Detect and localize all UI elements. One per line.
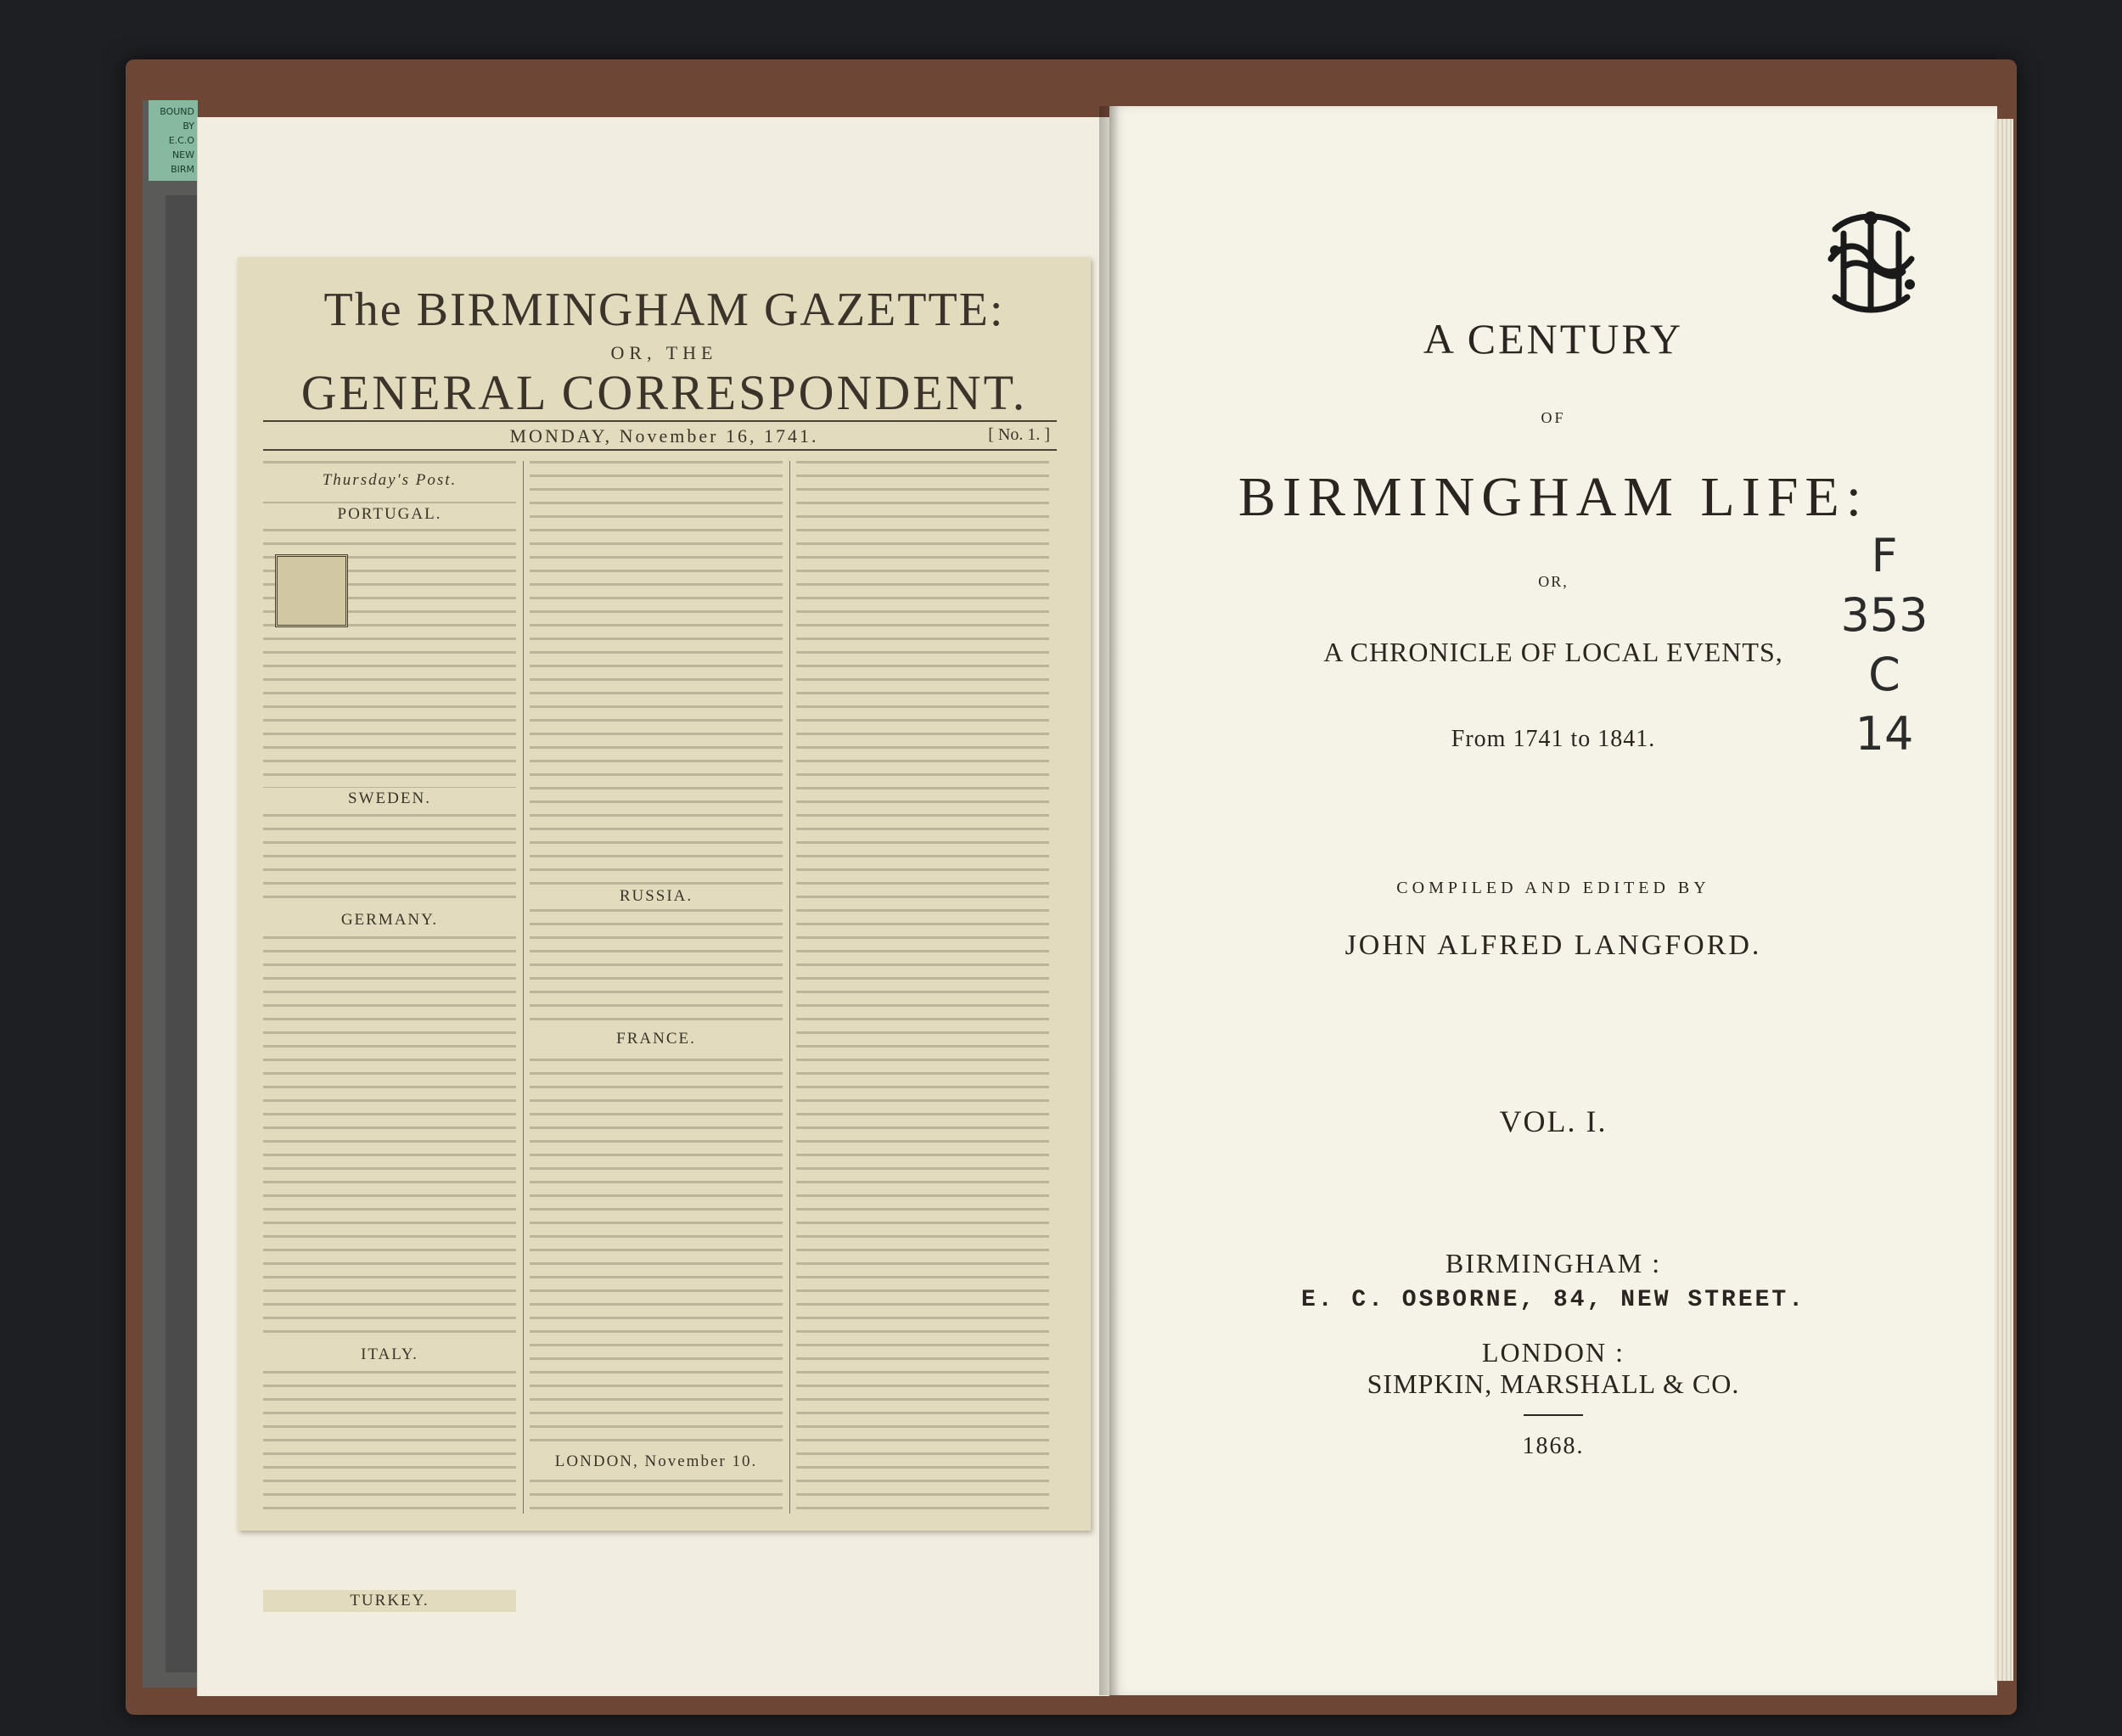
- newspaper-column-3: [796, 461, 1049, 1514]
- binder-label-line: BOUND BY: [160, 106, 194, 132]
- newspaper-rule: [263, 449, 1057, 451]
- newspaper-column-1: [263, 461, 516, 1610]
- column-heading: FRANCE.: [530, 1028, 783, 1050]
- column-heading: TURKEY.: [263, 1590, 516, 1612]
- ornamental-initial-icon: [275, 554, 348, 627]
- column-heading: RUSSIA.: [530, 885, 783, 907]
- shelfmark-line: C: [1868, 648, 1900, 701]
- publication-year: 1868.: [1522, 1433, 1585, 1459]
- title-line-1: A CENTURY: [1423, 315, 1684, 362]
- newspaper-subtitle: GENERAL CORRESPONDENT.: [300, 365, 1028, 420]
- author-name: JOHN ALFRED LANGFORD.: [1344, 930, 1762, 961]
- column-heading: SWEDEN.: [263, 788, 516, 810]
- shelfmark-line: 353: [1840, 588, 1928, 642]
- page-edges: [1995, 119, 2013, 1681]
- newspaper-or-the: OR, THE: [610, 342, 718, 363]
- shelfmark: [1825, 526, 1944, 764]
- newspaper-title: The BIRMINGHAM GAZETTE:: [323, 284, 1005, 336]
- newspaper-clipping: [238, 257, 1091, 1610]
- publisher-name-london: SIMPKIN, MARSHALL & CO.: [1367, 1368, 1740, 1399]
- monogram-stamp-icon: [1818, 208, 1924, 318]
- shelfmark-line: F: [1871, 529, 1898, 582]
- column-text-lines: [796, 461, 1049, 1514]
- binder-label-line: E.C.O: [168, 135, 194, 146]
- title-or: OR,: [1538, 573, 1569, 590]
- compiled-by: COMPILED AND EDITED BY: [1396, 879, 1710, 897]
- title-line-2: BIRMINGHAM LIFE:: [1238, 466, 1869, 528]
- newspaper-date: MONDAY, November 16, 1741.: [509, 425, 819, 447]
- binding-strip-inner: [166, 195, 199, 1672]
- newspaper-column-2: [530, 461, 783, 1514]
- binder-label-line: BIRM: [171, 164, 194, 175]
- imprint-rule: [1524, 1414, 1583, 1416]
- shelfmark-line: 14: [1855, 707, 1914, 761]
- column-divider: [789, 461, 790, 1514]
- column-heading: LONDON, November 10.: [530, 1451, 783, 1473]
- binder-label-line: NEW: [171, 149, 194, 160]
- column-text-lines: [530, 461, 783, 1514]
- title-line-3: A CHRONICLE OF LOCAL EVENTS,: [1323, 637, 1783, 667]
- binder-label: [149, 100, 198, 181]
- column-heading: GERMANY.: [263, 909, 516, 931]
- publisher-city-london: LONDON :: [1482, 1337, 1625, 1368]
- publisher-name: E. C. OSBORNE, 84, NEW STREET.: [1300, 1287, 1806, 1313]
- newspaper-issue: [ No. 1. ]: [988, 425, 1050, 444]
- column-heading: Thursday's Post.: [263, 469, 516, 492]
- volume-number: VOL. I.: [1499, 1104, 1608, 1138]
- column-divider: [523, 461, 524, 1514]
- title-of: OF: [1541, 409, 1566, 426]
- title-dates: From 1741 to 1841.: [1451, 726, 1656, 752]
- column-heading: PORTUGAL.: [263, 503, 516, 525]
- column-heading: ITALY.: [263, 1344, 516, 1366]
- newspaper-rule: [263, 420, 1057, 422]
- publisher-city: BIRMINGHAM :: [1445, 1248, 1662, 1278]
